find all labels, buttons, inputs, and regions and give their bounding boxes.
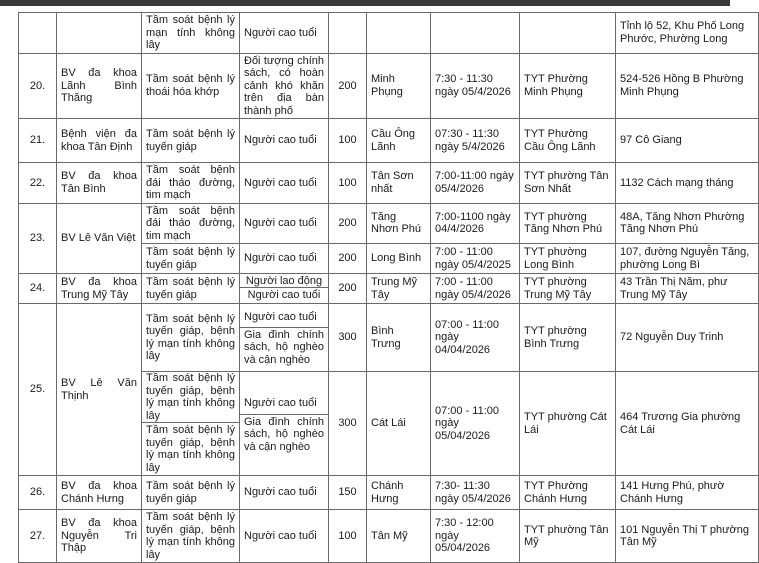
table-row: [19, 53, 759, 119]
address-cell: 524-526 Hồng B Phường Minh Phụng: [616, 53, 759, 119]
venue-cell: TYT phường Bình Trưng: [520, 304, 616, 372]
time-cell: 07:00 - 11:00 ngày 04/04/2026: [431, 304, 520, 372]
venue-cell: TYT phường Cát Lái: [520, 372, 616, 476]
venue-cell: [520, 13, 616, 54]
target-cell: Người cao tuổi: [240, 203, 329, 244]
target-cell: [240, 304, 329, 372]
hospital-cell: BV đa khoa Lãnh Bình Thăng: [57, 53, 142, 119]
target-primary: Người cao tuổi: [244, 397, 317, 409]
target-cell: Người cao tuổi: [240, 119, 329, 163]
target-cell: [240, 274, 329, 304]
qty-cell: 200: [329, 244, 367, 274]
hospital-cell: BV đa khoa Nguyễn Tri Thập: [57, 510, 142, 563]
venue-cell: TYT phường Tân Mỹ: [520, 510, 616, 563]
venue-cell: TYT phường Long Bình: [520, 244, 616, 274]
address-cell: 101 Nguyễn Thị T phường Tân Mỹ: [616, 510, 759, 563]
ward-cell: Bình Trưng: [367, 304, 431, 372]
table-row: [19, 13, 759, 54]
table-row: [19, 274, 759, 304]
venue-cell: TYT phường Tân Sơn Nhất: [520, 163, 616, 204]
target-primary: Người cao tuổi: [244, 311, 317, 323]
disease-cell: Tầm soát bệnh lý tuyến giáp, bệnh lý mạn tính không lây: [142, 510, 240, 563]
stt-cell: 23.: [19, 203, 57, 274]
address-cell: 97 Cô Giang: [616, 119, 759, 163]
disease-cell: [142, 372, 240, 476]
target-cell: Người cao tuổi: [240, 163, 329, 204]
disease-cell: Tầm soát bệnh lý thoái hóa khớp: [142, 53, 240, 119]
qty-cell: 100: [329, 119, 367, 163]
time-cell: 7:30- 11:30 ngày 05/4/2026: [431, 476, 520, 510]
stt-cell: 24.: [19, 274, 57, 304]
table-row: [19, 119, 759, 163]
target-secondary: Gia đình chính sách, hộ nghèo và cận nghèo: [240, 414, 328, 455]
time-cell: 07:30 - 11:30 ngày 5/4/2026: [431, 119, 520, 163]
qty-cell: 200: [329, 274, 367, 304]
address-cell: 1132 Cách mạng tháng: [616, 163, 759, 204]
hospital-cell: [57, 13, 142, 54]
table-row: [19, 510, 759, 563]
target-secondary: Gia đình chính sách, hộ nghèo và cận nghèo: [240, 327, 328, 368]
disease-cell: Tầm soát bệnh lý tuyến giáp, bệnh lý mạn tính không lây: [142, 304, 240, 372]
target-primary: Người lao động: [245, 274, 323, 287]
ward-cell: Minh Phụng: [367, 53, 431, 119]
ward-cell: Tăng Nhơn Phú: [367, 203, 431, 244]
table-row: [19, 203, 759, 244]
venue-cell: TYT phường Tăng Nhơn Phú: [520, 203, 616, 244]
stt-cell: 21.: [19, 119, 57, 163]
time-cell: 7:00-11:00 ngày 05/4/2026: [431, 163, 520, 204]
address-cell: 107, đường Nguyễn Tăng, phường Long Bì: [616, 244, 759, 274]
qty-cell: 300: [329, 304, 367, 372]
disease-cell: Tầm soát bệnh lý tuyến giáp: [142, 244, 240, 274]
time-cell: 7:30 - 12:00 ngày 05/04/2026: [431, 510, 520, 563]
qty-cell: 200: [329, 53, 367, 119]
target-cell: Người cao tuổi: [240, 476, 329, 510]
venue-cell: TYT Phường Minh Phụng: [520, 53, 616, 119]
time-cell: 07:00 - 11:00 ngày 05/04/2026: [431, 372, 520, 476]
disease-cell: Tầm soát bệnh lý tuyến giáp: [142, 119, 240, 163]
disease-cell: Tầm soát bệnh lý tuyến giáp: [142, 476, 240, 510]
qty-cell: 300: [329, 372, 367, 476]
disease-cell: Tầm soát bệnh đái tháo đường, tim mạch: [142, 163, 240, 204]
ward-cell: Cầu Ông Lãnh: [367, 119, 431, 163]
table-row: [19, 163, 759, 204]
ward-cell: Cát Lái: [367, 372, 431, 476]
hospital-cell: BV đa khoa Trung Mỹ Tây: [57, 274, 142, 304]
table-row: [19, 304, 759, 372]
time-cell: 7:00-1100 ngày 04/4/2026: [431, 203, 520, 244]
qty-cell: 100: [329, 510, 367, 563]
hospital-cell: BV đa khoa Tân Bình: [57, 163, 142, 204]
disease-primary: Tầm soát bệnh lý tuyến giáp, bệnh lý mạn tính không lây: [146, 372, 235, 422]
disease-secondary: Tầm soát bệnh lý tuyến giáp, bệnh lý mạn tính không lây: [142, 422, 239, 475]
health-screening-table: [18, 12, 759, 563]
stt-cell: [19, 13, 57, 54]
venue-cell: TYT phường Trung Mỹ Tây: [520, 274, 616, 304]
stt-cell: 22.: [19, 163, 57, 204]
target-cell: Người cao tuổi: [240, 244, 329, 274]
target-cell: Người cao tuổi: [240, 510, 329, 563]
disease-cell: Tầm soát bệnh lý mạn tính không lây: [142, 13, 240, 54]
qty-cell: 150: [329, 476, 367, 510]
stt-cell: 27.: [19, 510, 57, 563]
hospital-cell: BV Lê Văn Việt: [57, 203, 142, 274]
qty-cell: [329, 13, 367, 54]
hospital-cell: BV đa khoa Chánh Hưng: [57, 476, 142, 510]
stt-cell: 26.: [19, 476, 57, 510]
venue-cell: TYT Phường Cầu Ông Lãnh: [520, 119, 616, 163]
address-cell: 72 Nguyễn Duy Trinh: [616, 304, 759, 372]
address-cell: 464 Trương Gia phường Cát Lái: [616, 372, 759, 476]
target-cell: Người cao tuổi: [240, 13, 329, 54]
address-cell: Tỉnh lộ 52, Khu Phố Long Phước, Phường Long: [616, 13, 759, 54]
address-cell: 141 Hưng Phú, phườ Chánh Hưng: [616, 476, 759, 510]
address-cell: 43 Trần Thị Năm, phư Trung Mỹ Tây: [616, 274, 759, 304]
stt-cell: 20.: [19, 53, 57, 119]
address-cell: 48A, Tăng Nhơn Phường Tăng Nhơn Phú: [616, 203, 759, 244]
qty-cell: 200: [329, 203, 367, 244]
ward-cell: Tân Mỹ: [367, 510, 431, 563]
time-cell: [431, 13, 520, 54]
hospital-cell: BV Lê Văn Thịnh: [57, 304, 142, 476]
ward-cell: Tân Sơn nhất: [367, 163, 431, 204]
hospital-cell: Bệnh viện đa khoa Tân Định: [57, 119, 142, 163]
disease-cell: Tầm soát bệnh lý tuyến giáp: [142, 274, 240, 304]
ward-cell: [367, 13, 431, 54]
disease-cell: Tầm soát bệnh đái tháo đường, tim mạch: [142, 203, 240, 244]
target-secondary: Người cao tuổi: [240, 287, 328, 303]
target-cell: Đối tượng chính sách, có hoàn cảnh khó khăn trên địa bàn thành phố: [240, 53, 329, 119]
target-cell: [240, 372, 329, 476]
ward-cell: Chánh Hưng: [367, 476, 431, 510]
time-cell: 7:00 - 11:00 ngày 05/4/2026: [431, 274, 520, 304]
ward-cell: Trung Mỹ Tây: [367, 274, 431, 304]
top-border: [0, 0, 730, 6]
ward-cell: Long Bình: [367, 244, 431, 274]
time-cell: 7:30 - 11:30 ngày 05/4/2026: [431, 53, 520, 119]
stt-cell: 25.: [19, 304, 57, 476]
venue-cell: TYT Phường Chánh Hưng: [520, 476, 616, 510]
time-cell: 7:00 - 11:00 ngày 05/4/2025: [431, 244, 520, 274]
qty-cell: 100: [329, 163, 367, 204]
table-row: [19, 476, 759, 510]
